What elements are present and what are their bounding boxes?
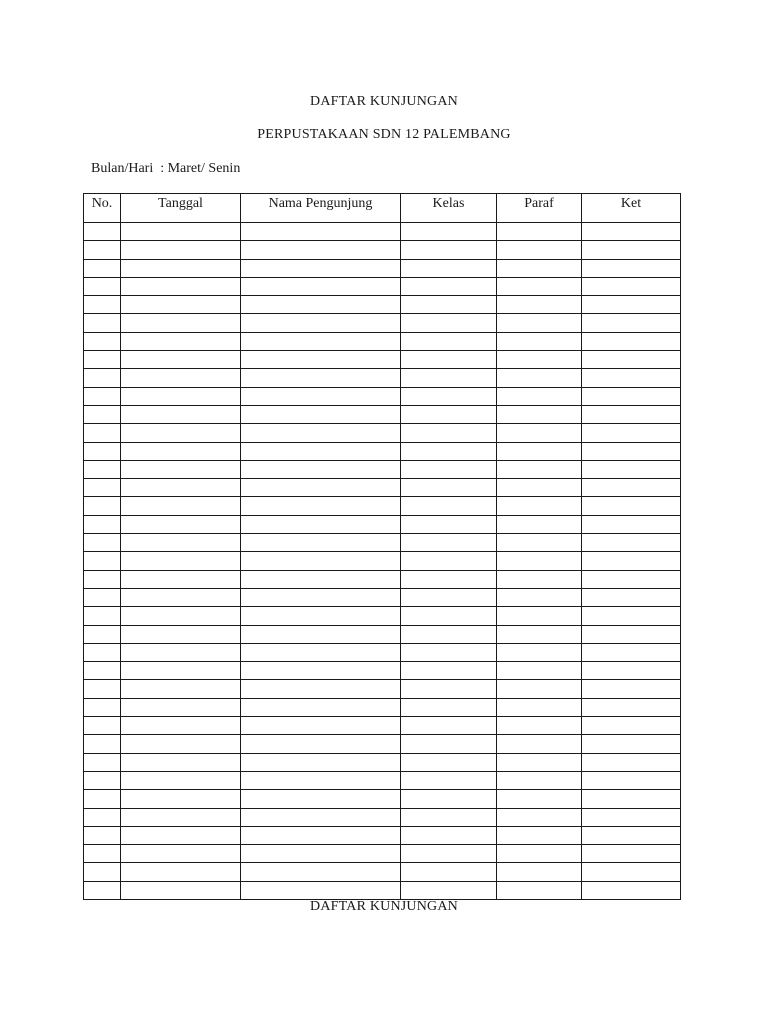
cell-signature bbox=[497, 241, 582, 259]
cell-visitor-name bbox=[241, 460, 401, 478]
cell-remarks bbox=[582, 790, 681, 808]
cell-signature bbox=[497, 662, 582, 680]
cell-class bbox=[401, 607, 497, 625]
table-row bbox=[84, 570, 681, 588]
cell-visitor-name bbox=[241, 424, 401, 442]
cell-date bbox=[121, 223, 241, 241]
cell-class bbox=[401, 698, 497, 716]
column-header-date: Tanggal bbox=[121, 194, 241, 223]
cell-remarks bbox=[582, 753, 681, 771]
cell-remarks bbox=[582, 552, 681, 570]
cell-visitor-name bbox=[241, 625, 401, 643]
cell-no bbox=[84, 332, 121, 350]
cell-class bbox=[401, 625, 497, 643]
cell-class bbox=[401, 497, 497, 515]
cell-signature bbox=[497, 277, 582, 295]
table-row bbox=[84, 314, 681, 332]
cell-visitor-name bbox=[241, 552, 401, 570]
cell-signature bbox=[497, 497, 582, 515]
cell-signature bbox=[497, 808, 582, 826]
cell-visitor-name bbox=[241, 735, 401, 753]
cell-signature bbox=[497, 643, 582, 661]
cell-class bbox=[401, 369, 497, 387]
cell-signature bbox=[497, 753, 582, 771]
cell-remarks bbox=[582, 607, 681, 625]
cell-signature bbox=[497, 332, 582, 350]
table-row bbox=[84, 790, 681, 808]
table-row bbox=[84, 534, 681, 552]
cell-no bbox=[84, 826, 121, 844]
table-row bbox=[84, 552, 681, 570]
month-day-line bbox=[91, 161, 240, 177]
column-header-no: No. bbox=[84, 194, 121, 223]
table-header-row bbox=[84, 194, 681, 223]
cell-no bbox=[84, 643, 121, 661]
table-row bbox=[84, 405, 681, 423]
cell-class bbox=[401, 881, 497, 899]
cell-class bbox=[401, 845, 497, 863]
cell-remarks bbox=[582, 296, 681, 314]
table-row bbox=[84, 369, 681, 387]
table-row bbox=[84, 662, 681, 680]
cell-signature bbox=[497, 698, 582, 716]
cell-signature bbox=[497, 863, 582, 881]
cell-remarks bbox=[582, 735, 681, 753]
cell-remarks bbox=[582, 808, 681, 826]
cell-remarks bbox=[582, 277, 681, 295]
cell-remarks bbox=[582, 771, 681, 789]
column-header-signature: Paraf bbox=[497, 194, 582, 223]
cell-date bbox=[121, 826, 241, 844]
cell-signature bbox=[497, 625, 582, 643]
month-day-value: Maret/ Senin bbox=[167, 161, 241, 176]
month-day-separator: : bbox=[160, 161, 165, 176]
cell-signature bbox=[497, 515, 582, 533]
cell-visitor-name bbox=[241, 643, 401, 661]
cell-remarks bbox=[582, 369, 681, 387]
cell-visitor-name bbox=[241, 442, 401, 460]
document-subtitle: PERPUSTAKAAN SDN 12 PALEMBANG bbox=[257, 127, 511, 142]
cell-date bbox=[121, 735, 241, 753]
cell-signature bbox=[497, 680, 582, 698]
cell-visitor-name bbox=[241, 479, 401, 497]
cell-class bbox=[401, 588, 497, 606]
table-row bbox=[84, 717, 681, 735]
cell-remarks bbox=[582, 881, 681, 899]
cell-signature bbox=[497, 479, 582, 497]
cell-no bbox=[84, 717, 121, 735]
cell-no bbox=[84, 387, 121, 405]
cell-visitor-name bbox=[241, 790, 401, 808]
cell-remarks bbox=[582, 442, 681, 460]
cell-class bbox=[401, 534, 497, 552]
cell-visitor-name bbox=[241, 314, 401, 332]
cell-date bbox=[121, 241, 241, 259]
cell-visitor-name bbox=[241, 369, 401, 387]
cell-visitor-name bbox=[241, 753, 401, 771]
cell-remarks bbox=[582, 588, 681, 606]
cell-remarks bbox=[582, 698, 681, 716]
cell-no bbox=[84, 369, 121, 387]
cell-signature bbox=[497, 534, 582, 552]
cell-signature bbox=[497, 314, 582, 332]
cell-no bbox=[84, 241, 121, 259]
table-row bbox=[84, 698, 681, 716]
cell-class bbox=[401, 332, 497, 350]
table-row bbox=[84, 223, 681, 241]
table-row bbox=[84, 735, 681, 753]
cell-no bbox=[84, 680, 121, 698]
cell-date bbox=[121, 387, 241, 405]
cell-class bbox=[401, 223, 497, 241]
cell-remarks bbox=[582, 570, 681, 588]
table-row bbox=[84, 387, 681, 405]
cell-date bbox=[121, 625, 241, 643]
cell-no bbox=[84, 588, 121, 606]
cell-class bbox=[401, 314, 497, 332]
table-row bbox=[84, 680, 681, 698]
table-row bbox=[84, 259, 681, 277]
cell-date bbox=[121, 881, 241, 899]
cell-date bbox=[121, 552, 241, 570]
cell-class bbox=[401, 771, 497, 789]
cell-no bbox=[84, 460, 121, 478]
cell-date bbox=[121, 588, 241, 606]
table-row bbox=[84, 296, 681, 314]
table-row bbox=[84, 351, 681, 369]
visitor-table bbox=[83, 193, 681, 900]
table-row bbox=[84, 277, 681, 295]
cell-no bbox=[84, 570, 121, 588]
cell-remarks bbox=[582, 662, 681, 680]
cell-visitor-name bbox=[241, 497, 401, 515]
cell-remarks bbox=[582, 717, 681, 735]
cell-signature bbox=[497, 387, 582, 405]
cell-class bbox=[401, 387, 497, 405]
cell-visitor-name bbox=[241, 588, 401, 606]
cell-remarks bbox=[582, 863, 681, 881]
cell-visitor-name bbox=[241, 570, 401, 588]
cell-no bbox=[84, 771, 121, 789]
cell-no bbox=[84, 662, 121, 680]
cell-visitor-name bbox=[241, 863, 401, 881]
cell-class bbox=[401, 552, 497, 570]
cell-visitor-name bbox=[241, 881, 401, 899]
cell-visitor-name bbox=[241, 223, 401, 241]
cell-remarks bbox=[582, 643, 681, 661]
table-row bbox=[84, 241, 681, 259]
cell-signature bbox=[497, 607, 582, 625]
cell-no bbox=[84, 442, 121, 460]
cell-date bbox=[121, 460, 241, 478]
cell-no bbox=[84, 735, 121, 753]
cell-remarks bbox=[582, 625, 681, 643]
cell-remarks bbox=[582, 680, 681, 698]
table-row bbox=[84, 808, 681, 826]
cell-remarks bbox=[582, 332, 681, 350]
cell-class bbox=[401, 241, 497, 259]
cell-visitor-name bbox=[241, 826, 401, 844]
cell-no bbox=[84, 479, 121, 497]
cell-date bbox=[121, 442, 241, 460]
table-row bbox=[84, 497, 681, 515]
column-header-class: Kelas bbox=[401, 194, 497, 223]
cell-date bbox=[121, 863, 241, 881]
cell-visitor-name bbox=[241, 771, 401, 789]
table-row bbox=[84, 479, 681, 497]
cell-date bbox=[121, 808, 241, 826]
cell-visitor-name bbox=[241, 405, 401, 423]
cell-class bbox=[401, 479, 497, 497]
cell-visitor-name bbox=[241, 277, 401, 295]
footer-title: DAFTAR KUNJUNGAN bbox=[310, 899, 458, 914]
cell-class bbox=[401, 351, 497, 369]
cell-date bbox=[121, 662, 241, 680]
table-row bbox=[84, 643, 681, 661]
cell-date bbox=[121, 314, 241, 332]
cell-class bbox=[401, 662, 497, 680]
cell-date bbox=[121, 607, 241, 625]
cell-no bbox=[84, 405, 121, 423]
table-row bbox=[84, 826, 681, 844]
cell-remarks bbox=[582, 460, 681, 478]
cell-signature bbox=[497, 826, 582, 844]
cell-date bbox=[121, 845, 241, 863]
cell-visitor-name bbox=[241, 717, 401, 735]
cell-visitor-name bbox=[241, 515, 401, 533]
cell-no bbox=[84, 698, 121, 716]
cell-remarks bbox=[582, 424, 681, 442]
cell-date bbox=[121, 332, 241, 350]
cell-signature bbox=[497, 771, 582, 789]
cell-remarks bbox=[582, 387, 681, 405]
cell-visitor-name bbox=[241, 607, 401, 625]
table-body bbox=[84, 223, 681, 900]
cell-visitor-name bbox=[241, 698, 401, 716]
cell-no bbox=[84, 607, 121, 625]
cell-signature bbox=[497, 296, 582, 314]
cell-remarks bbox=[582, 405, 681, 423]
cell-class bbox=[401, 296, 497, 314]
cell-remarks bbox=[582, 826, 681, 844]
cell-signature bbox=[497, 405, 582, 423]
table-row bbox=[84, 442, 681, 460]
cell-class bbox=[401, 460, 497, 478]
cell-no bbox=[84, 223, 121, 241]
month-day-label: Bulan/Hari bbox=[91, 161, 154, 176]
cell-remarks bbox=[582, 515, 681, 533]
table-row bbox=[84, 607, 681, 625]
cell-visitor-name bbox=[241, 241, 401, 259]
cell-date bbox=[121, 771, 241, 789]
cell-remarks bbox=[582, 223, 681, 241]
cell-date bbox=[121, 351, 241, 369]
cell-visitor-name bbox=[241, 387, 401, 405]
cell-no bbox=[84, 259, 121, 277]
cell-remarks bbox=[582, 845, 681, 863]
column-header-remarks: Ket bbox=[582, 194, 681, 223]
cell-date bbox=[121, 753, 241, 771]
table-row bbox=[84, 515, 681, 533]
cell-class bbox=[401, 717, 497, 735]
cell-date bbox=[121, 698, 241, 716]
cell-signature bbox=[497, 460, 582, 478]
cell-no bbox=[84, 351, 121, 369]
cell-date bbox=[121, 570, 241, 588]
cell-no bbox=[84, 753, 121, 771]
cell-class bbox=[401, 753, 497, 771]
cell-no bbox=[84, 863, 121, 881]
cell-remarks bbox=[582, 479, 681, 497]
cell-date bbox=[121, 643, 241, 661]
cell-visitor-name bbox=[241, 351, 401, 369]
cell-remarks bbox=[582, 259, 681, 277]
cell-signature bbox=[497, 424, 582, 442]
cell-signature bbox=[497, 442, 582, 460]
cell-visitor-name bbox=[241, 259, 401, 277]
cell-signature bbox=[497, 588, 582, 606]
table-row bbox=[84, 625, 681, 643]
table-row bbox=[84, 771, 681, 789]
cell-visitor-name bbox=[241, 808, 401, 826]
cell-remarks bbox=[582, 241, 681, 259]
cell-no bbox=[84, 515, 121, 533]
cell-date bbox=[121, 717, 241, 735]
table-row bbox=[84, 845, 681, 863]
table-row bbox=[84, 460, 681, 478]
cell-date bbox=[121, 277, 241, 295]
cell-signature bbox=[497, 790, 582, 808]
cell-class bbox=[401, 808, 497, 826]
cell-class bbox=[401, 570, 497, 588]
cell-class bbox=[401, 826, 497, 844]
cell-date bbox=[121, 369, 241, 387]
cell-visitor-name bbox=[241, 662, 401, 680]
cell-visitor-name bbox=[241, 680, 401, 698]
cell-no bbox=[84, 790, 121, 808]
cell-visitor-name bbox=[241, 534, 401, 552]
cell-no bbox=[84, 424, 121, 442]
cell-signature bbox=[497, 845, 582, 863]
cell-no bbox=[84, 534, 121, 552]
cell-signature bbox=[497, 570, 582, 588]
cell-signature bbox=[497, 717, 582, 735]
cell-date bbox=[121, 424, 241, 442]
cell-no bbox=[84, 497, 121, 515]
cell-class bbox=[401, 735, 497, 753]
cell-no bbox=[84, 296, 121, 314]
cell-no bbox=[84, 314, 121, 332]
cell-visitor-name bbox=[241, 332, 401, 350]
cell-class bbox=[401, 277, 497, 295]
cell-class bbox=[401, 790, 497, 808]
cell-signature bbox=[497, 351, 582, 369]
cell-signature bbox=[497, 881, 582, 899]
cell-class bbox=[401, 442, 497, 460]
cell-class bbox=[401, 405, 497, 423]
table-row bbox=[84, 863, 681, 881]
cell-remarks bbox=[582, 534, 681, 552]
cell-signature bbox=[497, 552, 582, 570]
cell-signature bbox=[497, 369, 582, 387]
cell-visitor-name bbox=[241, 845, 401, 863]
table-row bbox=[84, 881, 681, 899]
table-row bbox=[84, 332, 681, 350]
cell-visitor-name bbox=[241, 296, 401, 314]
cell-class bbox=[401, 515, 497, 533]
cell-date bbox=[121, 515, 241, 533]
cell-signature bbox=[497, 223, 582, 241]
cell-no bbox=[84, 625, 121, 643]
cell-date bbox=[121, 534, 241, 552]
cell-no bbox=[84, 808, 121, 826]
table-row bbox=[84, 588, 681, 606]
cell-date bbox=[121, 497, 241, 515]
table-row bbox=[84, 424, 681, 442]
cell-class bbox=[401, 424, 497, 442]
cell-date bbox=[121, 479, 241, 497]
cell-class bbox=[401, 863, 497, 881]
cell-date bbox=[121, 259, 241, 277]
cell-no bbox=[84, 552, 121, 570]
cell-remarks bbox=[582, 314, 681, 332]
table-row bbox=[84, 753, 681, 771]
cell-date bbox=[121, 790, 241, 808]
cell-class bbox=[401, 643, 497, 661]
cell-remarks bbox=[582, 497, 681, 515]
cell-no bbox=[84, 277, 121, 295]
cell-no bbox=[84, 845, 121, 863]
cell-class bbox=[401, 259, 497, 277]
cell-date bbox=[121, 680, 241, 698]
cell-remarks bbox=[582, 351, 681, 369]
cell-no bbox=[84, 881, 121, 899]
cell-signature bbox=[497, 735, 582, 753]
column-header-visitor-name: Nama Pengunjung bbox=[241, 194, 401, 223]
document-title: DAFTAR KUNJUNGAN bbox=[310, 94, 458, 109]
cell-date bbox=[121, 405, 241, 423]
cell-signature bbox=[497, 259, 582, 277]
cell-date bbox=[121, 296, 241, 314]
cell-class bbox=[401, 680, 497, 698]
